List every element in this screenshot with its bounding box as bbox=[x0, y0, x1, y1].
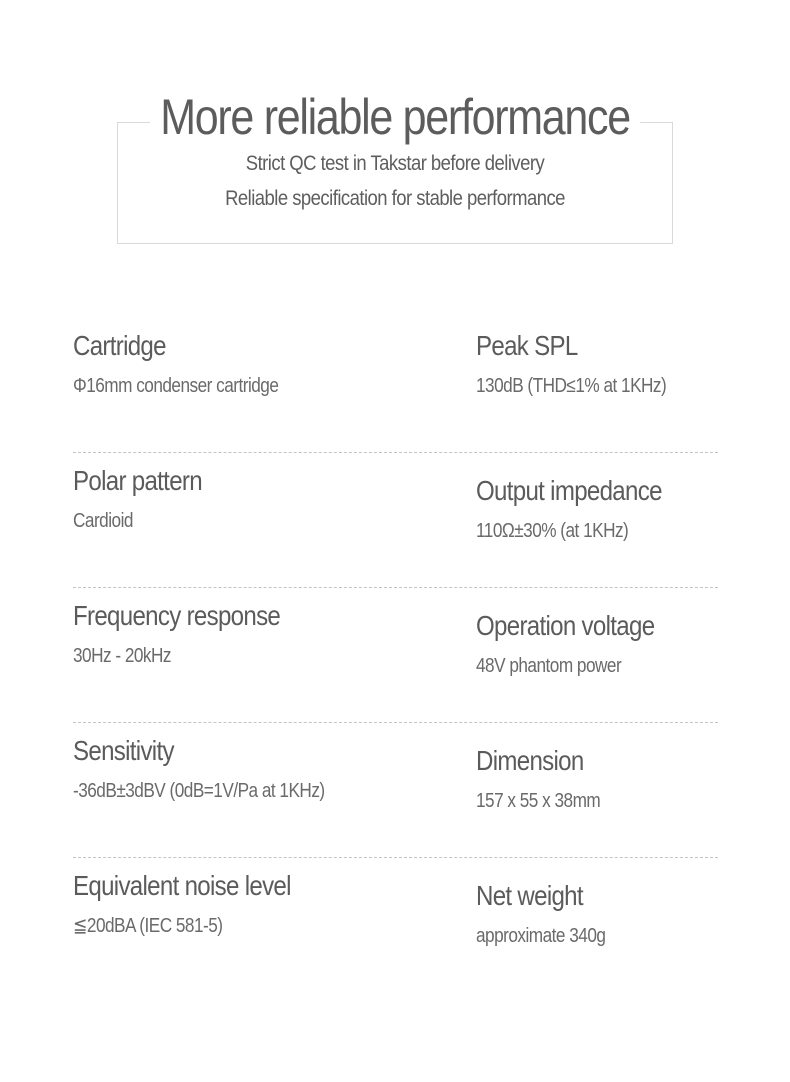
spec-value: Cardioid bbox=[73, 510, 133, 532]
spec-value: 110Ω±30% (at 1KHz) bbox=[476, 520, 629, 542]
spec-item-cartridge bbox=[73, 318, 373, 400]
spec-row bbox=[73, 588, 718, 723]
spec-item-net-weight bbox=[476, 868, 776, 950]
spec-name: Sensitivity bbox=[73, 735, 174, 766]
page-title bbox=[0, 84, 790, 150]
spec-value: 30Hz - 20kHz bbox=[73, 645, 171, 667]
spec-name: Cartridge bbox=[73, 330, 166, 361]
spec-item-peak-spl bbox=[476, 318, 776, 400]
spec-item-sensitivity bbox=[73, 723, 373, 805]
spec-item-polar-pattern bbox=[73, 453, 373, 535]
spec-name: Equivalent noise level bbox=[73, 870, 291, 901]
spec-value: 48V phantom power bbox=[476, 655, 622, 677]
spec-row bbox=[73, 453, 718, 588]
spec-name: Output impedance bbox=[476, 475, 662, 506]
spec-value: -36dB±3dBV (0dB=1V/Pa at 1KHz) bbox=[73, 780, 325, 802]
spec-name: Operation voltage bbox=[476, 610, 655, 641]
page-title-text: More reliable performance bbox=[150, 84, 640, 150]
subtitle-line-1: Strict QC test in Takstar before delivery bbox=[245, 152, 545, 175]
spec-value: approximate 340g bbox=[476, 925, 606, 947]
spec-row bbox=[73, 318, 718, 453]
spec-table bbox=[73, 318, 718, 993]
spec-row bbox=[73, 723, 718, 858]
spec-item-frequency-response bbox=[73, 588, 373, 670]
spec-item-dimension bbox=[476, 733, 776, 815]
spec-item-output-impedance bbox=[476, 463, 776, 545]
spec-value: ≦20dBA (IEC 581-5) bbox=[73, 915, 223, 937]
spec-value: Φ16mm condenser cartridge bbox=[73, 375, 279, 397]
spec-row bbox=[73, 858, 718, 993]
spec-name: Net weight bbox=[476, 880, 583, 911]
spec-value: 157 x 55 x 38mm bbox=[476, 790, 601, 812]
subtitle-line-2: Reliable specification for stable performance bbox=[225, 187, 565, 210]
spec-name: Dimension bbox=[476, 745, 584, 776]
spec-name: Polar pattern bbox=[73, 465, 202, 496]
spec-value: 130dB (THD≤1% at 1KHz) bbox=[476, 375, 667, 397]
spec-item-operation-voltage bbox=[476, 598, 776, 680]
spec-name: Frequency response bbox=[73, 600, 281, 631]
spec-item-equivalent-noise-level bbox=[73, 858, 373, 940]
spec-name: Peak SPL bbox=[476, 330, 578, 361]
